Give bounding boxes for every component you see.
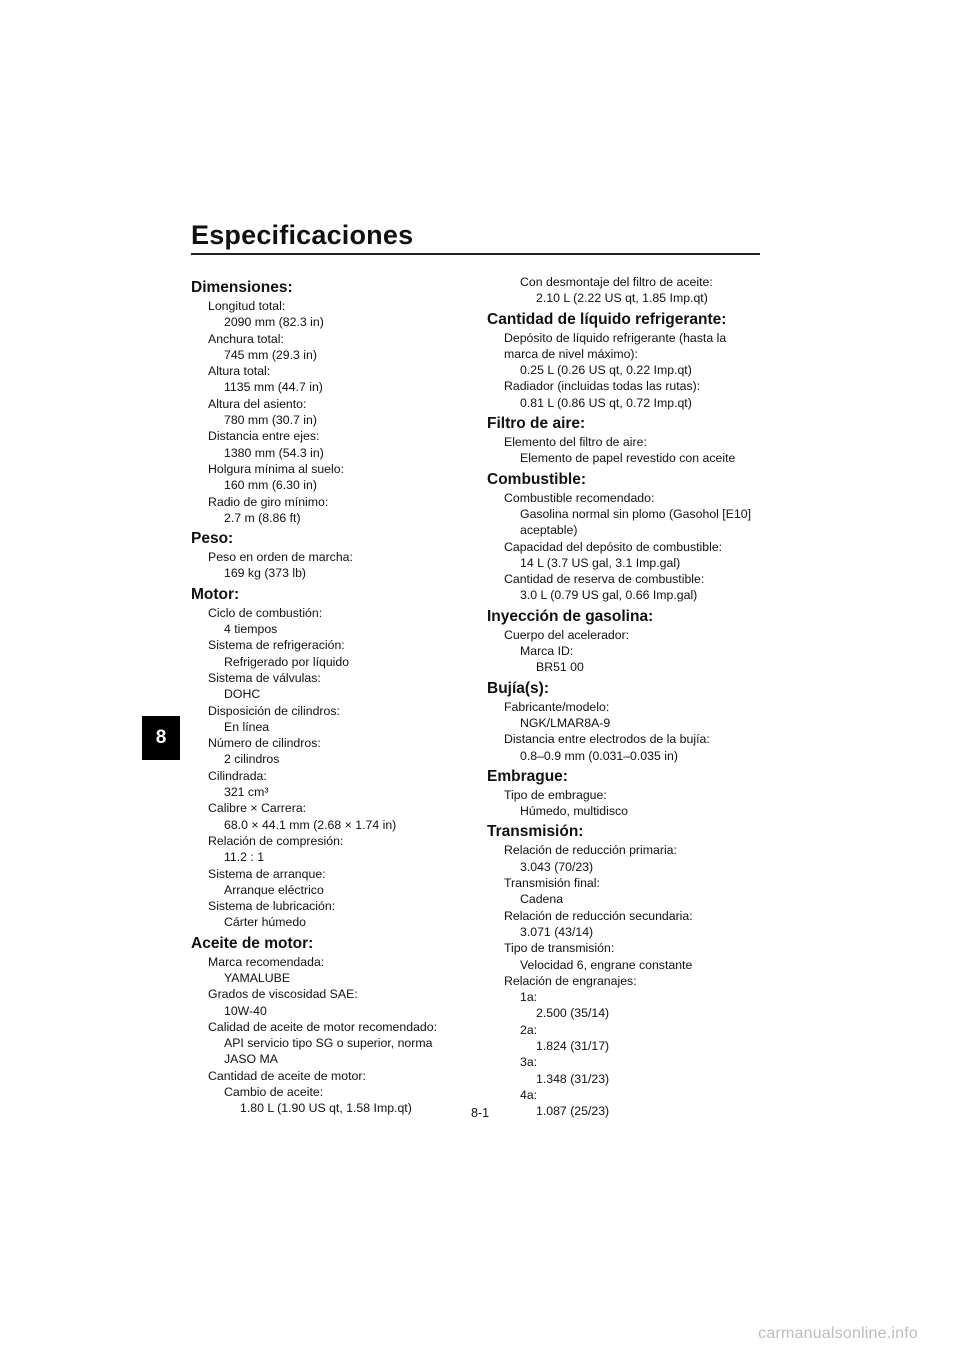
spec-label: Radio de giro mínimo: [208,494,329,509]
spec-value: 4 tiempos [224,622,278,637]
spec-value: 169 kg (373 lb) [224,566,307,581]
spec-value: 1380 mm (54.3 in) [224,445,324,460]
spec-value: 3.071 (43/14) [520,924,594,939]
spec-label: Fabricante/modelo: [504,699,610,714]
watermark-link[interactable]: carmanualsonline.info [758,1325,918,1342]
spec-value: 0.25 L (0.26 US qt, 0.22 Imp.qt) [520,363,692,378]
spec-value: 2.10 L (2.22 US qt, 1.85 Imp.qt) [536,291,708,306]
section-heading: Dimensiones: [191,279,293,296]
spec-value: aceptable) [520,523,578,538]
spec-value: 2 cilindros [224,752,280,767]
spec-value: JASO MA [224,1052,278,1067]
spec-value: En línea [224,719,270,734]
spec-label: Transmisión final: [504,876,600,891]
spec-value: Arranque eléctrico [224,882,324,897]
spec-value: 0.8–0.9 mm (0.031–0.035 in) [520,748,678,763]
spec-value: 68.0 × 44.1 mm (2.68 × 1.74 in) [224,817,397,832]
spec-value: 1.087 (25/23) [536,1104,610,1119]
spec-value: Elemento de papel revestido con aceite [520,451,736,466]
page-number: 8-1 [470,1106,490,1120]
spec-label: Número de cilindros: [208,736,321,751]
spec-label: Relación de reducción primaria: [504,843,677,858]
spec-value: 160 mm (6.30 in) [224,478,317,493]
spec-label: Distancia entre electrodos de la bujía: [504,732,710,747]
spec-label: Sistema de arranque: [208,866,326,881]
spec-label: Radiador (incluidas todas las rutas): [504,379,701,394]
spec-value: YAMALUBE [224,970,291,985]
spec-value: 10W-40 [224,1003,267,1018]
spec-value: 0.81 L (0.86 US qt, 0.72 Imp.qt) [520,395,692,410]
spec-label: Relación de compresión: [208,833,344,848]
page-title: Especificaciones [191,220,414,250]
spec-value: Velocidad 6, engrane constante [520,957,693,972]
spec-value: 2090 mm (82.3 in) [224,315,324,330]
spec-label: Combustible recomendado: [504,490,655,505]
section-heading: Motor: [191,585,240,603]
spec-value: 1.348 (31/23) [536,1071,610,1086]
spec-label: Cuerpo del acelerador: [504,627,630,642]
spec-value: 2.500 (35/14) [536,1006,610,1021]
spec-value: Gasolina normal sin plomo (Gasohol [E10] [520,506,752,521]
spec-value: 745 mm (29.3 in) [224,347,317,362]
spec-value: 2.7 m (8.86 ft) [224,510,301,525]
spec-label: Sistema de lubricación: [208,899,336,914]
spec-label: Relación de reducción secundaria: [504,908,693,923]
spec-column-right [487,274,762,1119]
spec-value: Cadena [520,892,564,907]
spec-value: 1.824 (31/17) [536,1038,610,1053]
spec-value: NGK/LMAR8A-9 [520,715,611,730]
section-heading: Peso: [191,530,234,548]
spec-label: Calibre × Carrera: [208,801,307,816]
section-heading: Inyección de gasolina: [487,607,654,625]
spec-value: BR51 00 [536,660,584,675]
spec-label: Tipo de transmisión: [504,941,615,956]
section-heading: Aceite de motor: [191,934,314,952]
spec-label: Altura del asiento: [208,396,307,411]
spec-label: Depósito de líquido refrigerante (hasta la [504,330,727,345]
spec-label: marca de nivel máximo): [504,346,638,361]
spec-value: 1135 mm (44.7 in) [224,380,323,395]
spec-value: DOHC [224,687,261,702]
spec-label: Cilindrada: [208,768,267,783]
spec-value: 14 L (3.7 US gal, 3.1 Imp.gal) [520,555,681,570]
spec-column-left [191,275,466,1117]
spec-label: Elemento del filtro de aire: [504,435,647,450]
spec-value: 3.043 (70/23) [520,859,594,874]
spec-label: Cantidad de aceite de motor: [208,1068,366,1083]
chapter-tab: 8 [142,716,180,760]
spec-value: 321 cm³ [224,785,269,800]
spec-label: Altura total: [208,364,271,379]
section-heading: Filtro de aire: [487,415,586,433]
section-heading: Bujía(s): [487,679,549,697]
spec-label: Distancia entre ejes: [208,429,320,444]
spec-label: Sistema de refrigeración: [208,638,345,653]
spec-value: 11.2 : 1 [224,850,265,865]
title-divider [191,253,760,255]
spec-label: Calidad de aceite de motor recomendado: [208,1019,437,1034]
section-heading: Cantidad de líquido refrigerante: [487,310,727,328]
spec-value: 3.0 L (0.79 US gal, 0.66 Imp.gal) [520,588,698,603]
spec-label: Tipo de embrague: [504,787,607,802]
spec-label: Marca recomendada: [208,954,325,969]
spec-value: Refrigerado por líquido [224,654,350,669]
spec-label: Sistema de válvulas: [208,670,321,685]
spec-label: Grados de viscosidad SAE: [208,987,358,1002]
spec-value: 4a: [520,1087,538,1102]
section-heading: Combustible: [487,470,587,488]
spec-value: Con desmontaje del filtro de aceite: [520,275,713,289]
spec-value: 780 mm (30.7 in) [224,413,317,428]
spec-label: Peso en orden de marcha: [208,550,353,565]
spec-value: 1a: [520,990,538,1005]
spec-value: Cárter húmedo [224,915,307,930]
spec-value: Marca ID: [520,644,574,659]
spec-value: Cambio de aceite: [224,1085,324,1100]
spec-value: Húmedo, multidisco [520,804,628,819]
spec-label: Disposición de cilindros: [208,703,340,718]
spec-label: Longitud total: [208,299,286,313]
spec-label: Capacidad del depósito de combustible: [504,539,723,554]
spec-label: Relación de engranajes: [504,973,637,988]
section-heading: Embrague: [487,767,568,785]
spec-label: Anchura total: [208,331,284,346]
spec-value: 1.80 L (1.90 US qt, 1.58 Imp.qt) [240,1101,412,1116]
spec-value: 3a: [520,1055,538,1070]
spec-label: Cantidad de reserva de combustible: [504,572,705,587]
spec-value: API servicio tipo SG o superior, norma [224,1036,433,1051]
spec-value: 2a: [520,1022,538,1037]
spec-label: Ciclo de combustión: [208,605,323,620]
spec-label: Holgura mínima al suelo: [208,461,345,476]
section-heading: Transmisión: [487,823,584,841]
